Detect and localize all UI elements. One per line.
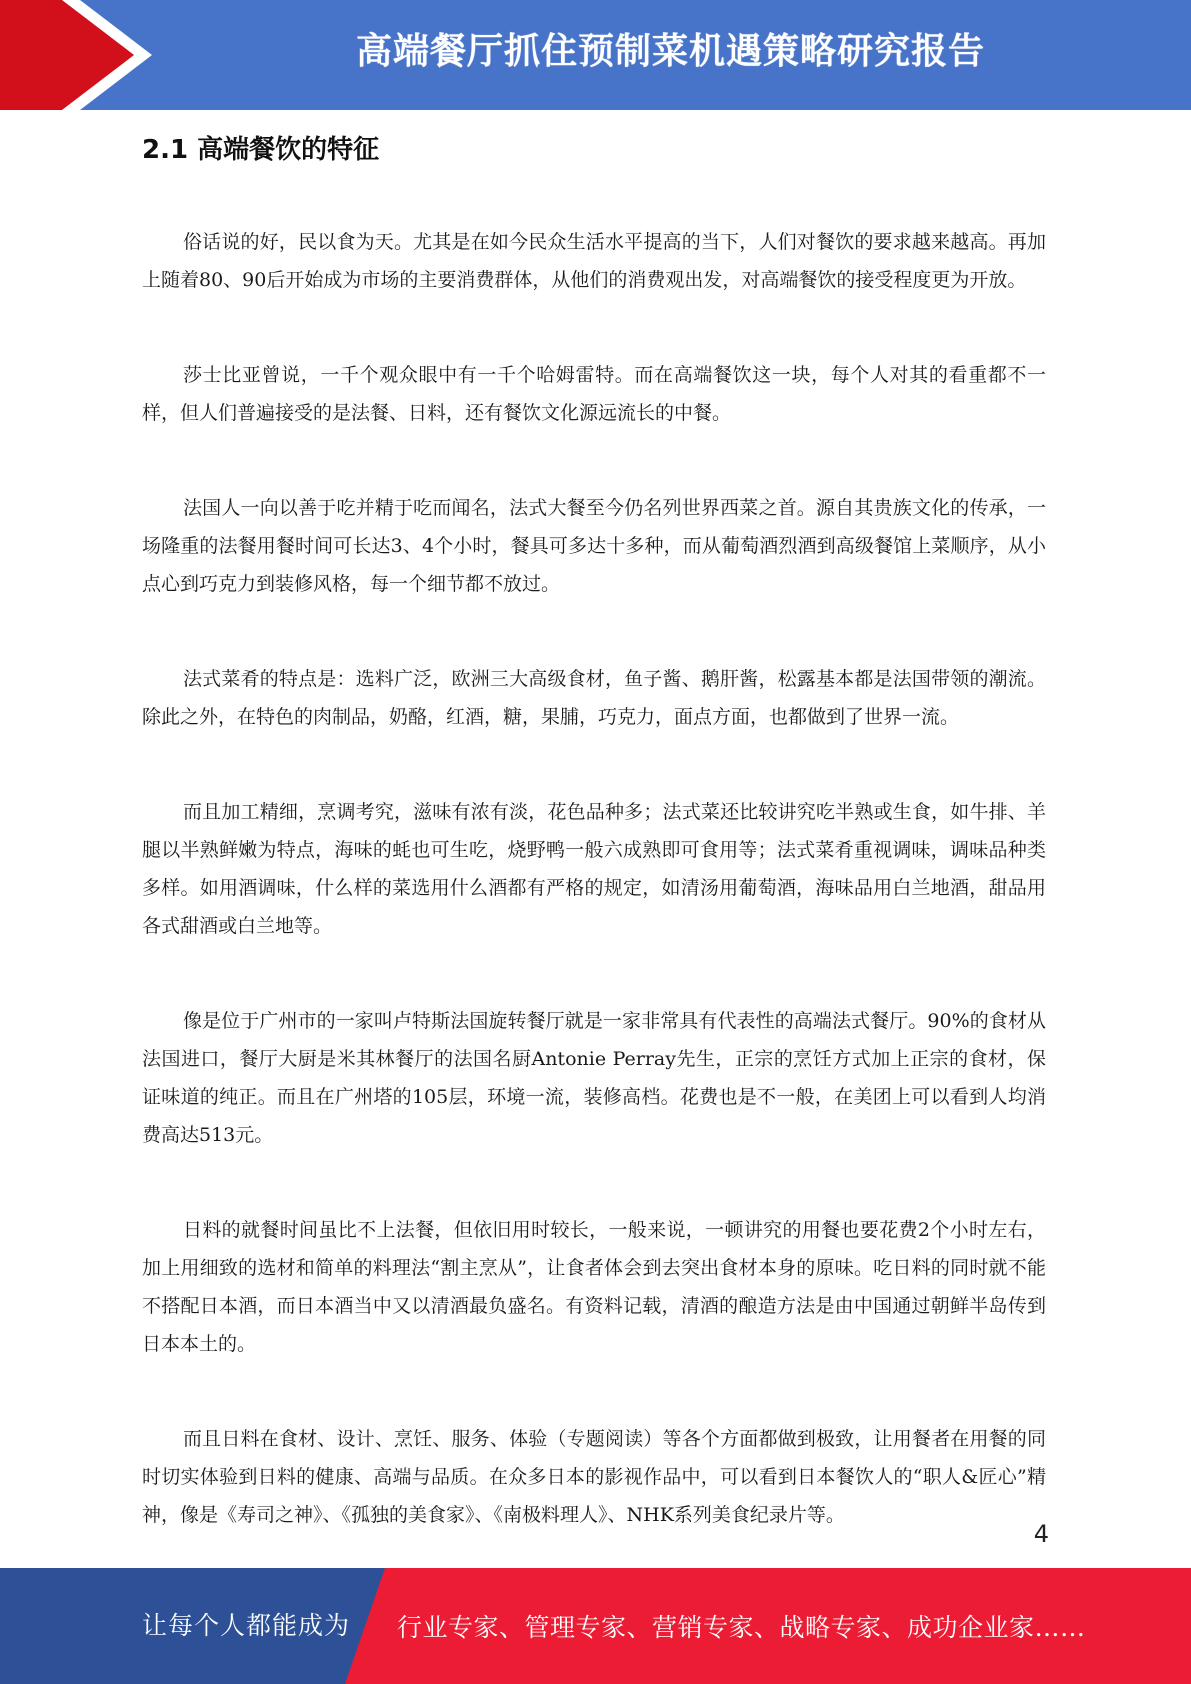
page-header bbox=[0, 0, 1191, 110]
paragraph-french-cooking: 而且加工精细，烹调考究，滋味有浓有淡，花色品种多；法式菜还比较讲究吃半熟或生食，如牛排、羊腿以半熟鲜嫩为特点，海味的蚝也可生吃，烧野鸭一般六成熟即可食用等；法式菜肴重视调味，调味品种类多样。如用酒调味，什么样的菜选用什么酒都有严格的规定，如清汤用葡萄酒，海味品用白兰地酒，甜品用各式甜酒或白兰地等。 bbox=[142, 801, 1046, 937]
paragraph-french-cuisine-history: 法国人一向以善于吃并精于吃而闻名，法式大餐至今仍名列世界西菜之首。源自其贵族文化的传承，一场隆重的法餐用餐时间可长达3、4个小时，餐具可多达十多种，而从葡萄酒烈酒到高级餐馆上菜顺序，从小点心到巧克力到装修风格，每一个细节都不放过。 bbox=[142, 497, 1046, 595]
page-number: 4 bbox=[1033, 1520, 1049, 1548]
report-title: 高端餐厅抓住预制菜机遇策略研究报告 bbox=[355, 31, 985, 72]
paragraph-food-is-heaven: 俗话说的好，民以食为天。尤其是在如今民众生活水平提高的当下，人们对餐饮的要求越来越高。再加上随着80、90后开始成为市场的主要消费群体，从他们的消费观出发，对高端餐饮的接受程度更为开放。 bbox=[142, 231, 1046, 291]
paragraph-shakespeare: 莎士比亚曾说，一千个观众眼中有一千个哈姆雷特。而在高端餐饮这一块，每个人对其的看重都不一样，但人们普遍接受的是法餐、日料，还有餐饮文化源远流长的中餐。 bbox=[142, 364, 1046, 424]
paragraph-french-ingredients: 法式菜肴的特点是：选料广泛，欧洲三大高级食材，鱼子酱、鹅肝酱，松露基本都是法国带领的潮流。除此之外，在特色的肉制品，奶酪，红酒，糖，果脯，巧克力，面点方面，也都做到了世界一流。 bbox=[142, 668, 1046, 728]
section-heading: 2.1 高端餐饮的特征 bbox=[142, 135, 380, 165]
header-red-arrow-shape bbox=[0, 0, 150, 110]
paragraph-japanese-craftsmanship: 而且日料在食材、设计、烹饪、服务、体验（专题阅读）等各个方面都做到极致，让用餐者在用餐的同时切实体验到日料的健康、高端与品质。在众多日本的影视作品中，可以看到日本餐饮人的“职人&匠心”精神，像是《寿司之神》、《孤独的美食家》、《南极料理人》、NHK系列美食纪录片等。 bbox=[142, 1428, 1046, 1526]
paragraph-japanese-cuisine: 日料的就餐时间虽比不上法餐，但依旧用时较长，一般来说，一顿讲究的用餐也要花费2个小时左右，加上用细致的选材和简单的料理法“割主烹从”，让食者体会到去突出食材本身的原味。吃日料的同时就不能不搭配日本酒，而日本酒当中又以清酒最负盛名。有资料记载，清酒的酿造方法是由中国通过朝鲜半岛传到日本本土的。 bbox=[142, 1219, 1046, 1355]
report-body bbox=[142, 223, 1046, 1591]
footer-slogan-left: 让每个人都能成为 bbox=[142, 1611, 351, 1640]
paragraph-guangzhou-restaurant: 像是位于广州市的一家叫卢特斯法国旋转餐厅就是一家非常具有代表性的高端法式餐厅。90%的食材从法国进口，餐厅大厨是米其林餐厅的法国名厨Antonie Perray先生，正宗的烹饪方式加上正宗的食材，保证味道的纯正。而且在广州塔的105层，环境一流，装修高档。花费也是不一般，在美团上可以看到人均消费高达513元。 bbox=[142, 1010, 1046, 1146]
page-footer bbox=[0, 1568, 1191, 1684]
footer-slogan-right: 行业专家、管理专家、营销专家、战略专家、成功企业家…… bbox=[397, 1613, 1086, 1642]
